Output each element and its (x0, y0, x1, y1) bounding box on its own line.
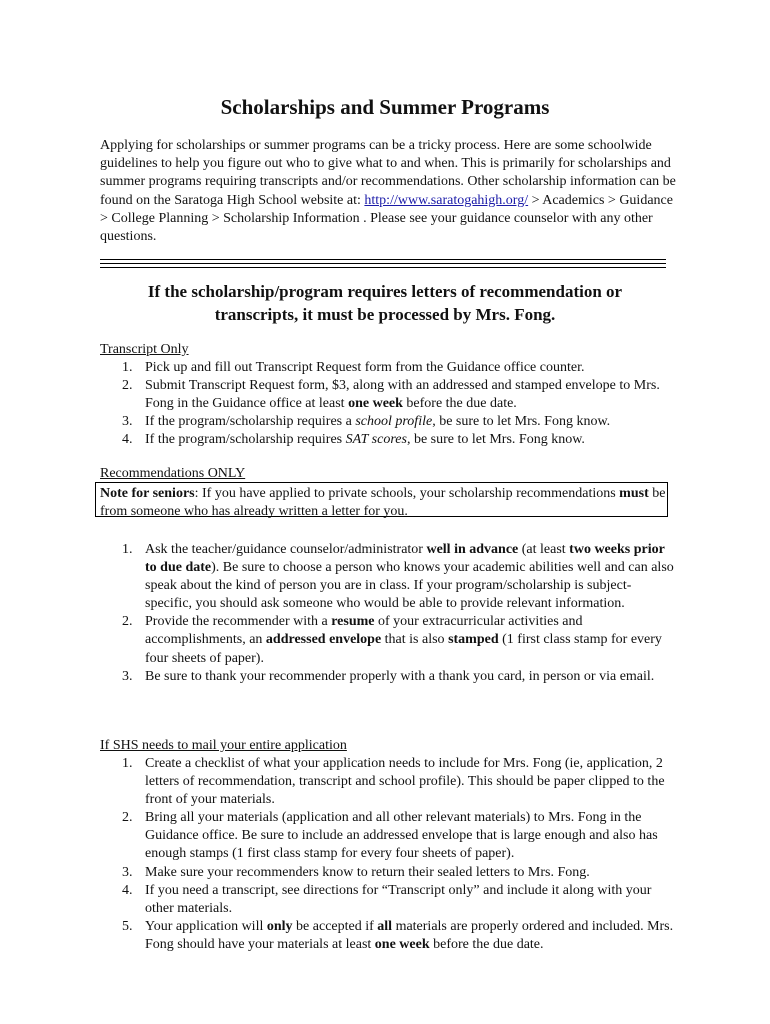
list-item: 2. Provide the recommender with a resume of your extracurricular activities and accomplishments, an addressed envelope that is also stamped (1 first class stamp for every four sheets of paper). (122, 614, 662, 666)
item-number: 1. (122, 360, 133, 375)
item-number: 5. (122, 918, 133, 934)
section-heading-line-1: If the scholarship/program requires letters of recommendation or (147, 282, 623, 301)
list-item: 1. Ask the teacher/guidance counselor/administrator well in advance (at least two weeks prior to due date). Be sure to choose a person who knows your academic abilities well and can also speak about the kind of person you are in class. If your program/scholarship is subject-specific, you should ask someone who would be able to provide relevant information. (122, 542, 674, 612)
section-heading-line-2: transcripts, it must be processed by Mrs. Fong. (214, 305, 556, 324)
divider-line-middle (100, 263, 666, 264)
list-item: 5. Your application will only be accepted if all materials are properly ordered and included. Mrs. Fong should have your materials at least one week before the due date. (122, 918, 674, 952)
list-item: 1. Create a checklist of what your application needs to include for Mrs. Fong (ie, application, 2 letters of recommendation, transcript and school profile). This should be paper clipped to the front of your materials. (122, 756, 665, 808)
recommendations-steps-list (100, 541, 675, 686)
item-number: 3. (122, 414, 133, 430)
item-number: 2. (122, 614, 133, 630)
list-item: 1. Pick up and fill out Transcript Request form from the Guidance office counter. (100, 359, 675, 377)
list-item: 3. Be sure to thank your recommender properly with a thank you card, in person or via email. (100, 668, 675, 686)
mail-steps-list (100, 755, 675, 954)
list-item: 2. Submit Transcript Request form, $3, along with an addressed and stamped envelope to Mrs. Fong in the Guidance office at least one week before the due date. (122, 378, 660, 412)
intro-paragraph (100, 137, 680, 246)
list-item: 4. If you need a transcript, see directions for “Transcript only” and include it along with your other materials. (122, 882, 652, 916)
item-number: 2. (122, 810, 133, 826)
item-number: 3. (122, 668, 133, 684)
page-title: Scholarships and Summer Programs (220, 95, 550, 119)
transcript-section-title: Transcript Only (100, 342, 189, 357)
item-number: 1. (122, 756, 133, 771)
divider-line-bottom (100, 267, 666, 268)
item-number: 2. (122, 378, 133, 394)
school-website-link[interactable]: http://www.saratogahigh.org/ (364, 192, 529, 208)
item-number: 4. (122, 882, 133, 898)
list-item: 3. Make sure your recommenders know to return their sealed letters to Mrs. Fong. (100, 864, 675, 882)
intro-path-text: > Academics > Guidance > College Planning > Scholarship Information . Please see your guidance counselor with any other questions. (100, 192, 673, 245)
list-item: 2. Bring all your materials (application and all other relevant materials) to Mrs. Fong in the Guidance office. Be sure to include an addressed envelope that is large enough and also has enough stamps (1 first class stamp for every four sheets of paper). (122, 810, 658, 862)
transcript-steps-list (100, 359, 675, 449)
seniors-note-box: Note for seniors: If you have applied to private schools, your scholarship recommendations must be from someone who has already written a letter for you. (95, 482, 668, 517)
intro-text: Applying for scholarships or summer programs can be a tricky process. Here are some schoolwide guidelines to help you figure out who to give what to and when. This is primarily for scholarships and summer programs requiring transcripts and/or recommendations. Other scholarship information can be found on the Saratoga High School website at: (100, 138, 676, 208)
item-number: 4. (122, 432, 133, 448)
recommendations-section-title: Recommendations ONLY (100, 466, 246, 481)
list-item: 4. If the program/scholarship requires SAT scores, be sure to let Mrs. Fong know. (100, 431, 675, 449)
mail-section-title: If SHS needs to mail your entire application (100, 738, 347, 753)
item-number: 3. (122, 864, 133, 880)
list-item: 3. If the program/scholarship requires a school profile, be sure to let Mrs. Fong know. (100, 413, 675, 431)
section-heading (60, 280, 710, 326)
divider-line-top (100, 259, 666, 260)
item-number: 1. (122, 542, 133, 557)
